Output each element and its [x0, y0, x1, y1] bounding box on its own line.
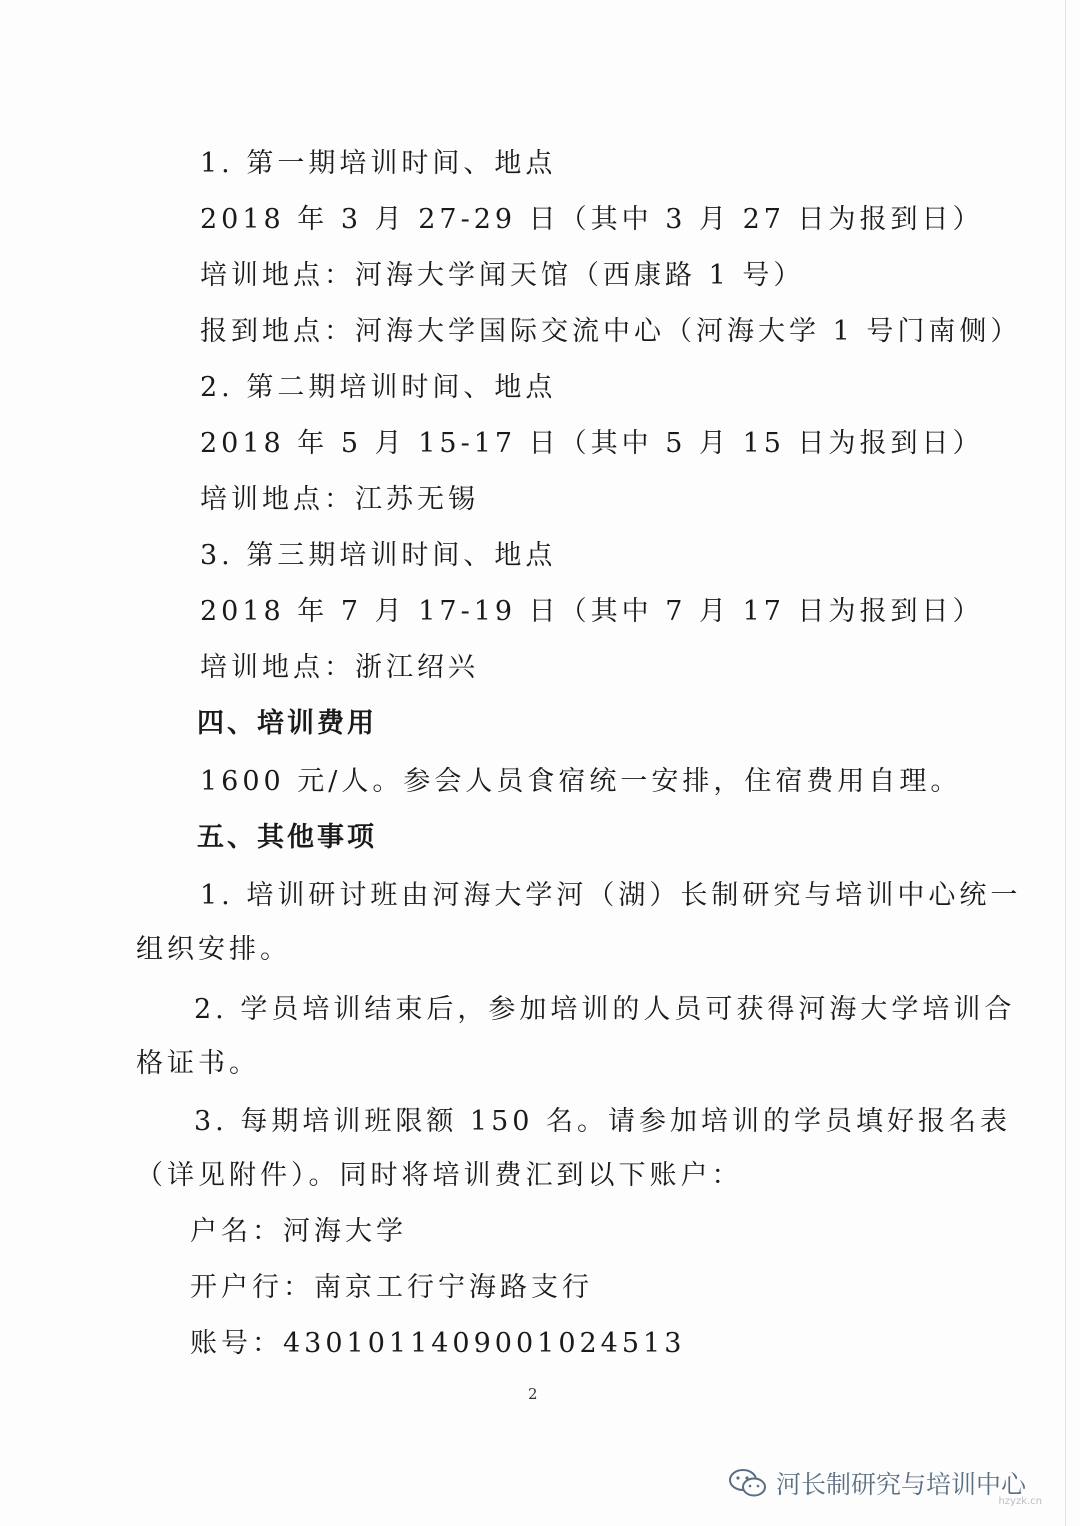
section-3-heading: 3. 第三期培训时间、地点 — [200, 540, 557, 571]
fee-text: 1600 元/人。参会人员食宿统一安排，住宿费用自理。 — [200, 766, 962, 797]
other-item-3-line-2: （详见附件）。同时将培训费汇到以下账户： — [136, 1160, 743, 1191]
section-2-heading: 2. 第二期培训时间、地点 — [200, 372, 557, 403]
watermark — [728, 1463, 1026, 1503]
account-name: 户名：河海大学 — [190, 1216, 407, 1247]
session-1-checkin: 报到地点：河海大学国际交流中心（河海大学 1 号门南侧） — [200, 316, 1022, 347]
other-item-1-line-1: 1. 培训研讨班由河海大学河（湖）长制研究与培训中心统一 — [200, 880, 1022, 911]
account-number: 账号：430101140900102451​3 — [190, 1328, 686, 1359]
session-3-dates: 2018 年 7 月 17-19 日（其中 7 月 17 日为报到日） — [200, 596, 984, 627]
other-item-2-line-1: 2. 学员培训结束后，参加培训的人员可获得河海大学培训合 — [194, 994, 1016, 1025]
section-1-heading: 1. 第一期培训时间、地点 — [200, 148, 557, 179]
fee-heading: 四、培训费用 — [197, 708, 377, 739]
other-item-1-line-2: 组织安排。 — [136, 934, 291, 965]
page-number: 2 — [528, 1385, 538, 1403]
wechat-icon — [728, 1468, 768, 1498]
watermark-text: 河长制研究与培训中心 — [776, 1470, 1027, 1499]
session-1-dates: 2018 年 3 月 27-29 日（其中 3 月 27 日为报到日） — [200, 204, 984, 235]
account-bank: 开户行：南京工行宁海路支行 — [190, 1272, 593, 1303]
session-1-venue: 培训地点：河海大学闻天馆（西康路 1 号） — [200, 260, 805, 291]
other-item-2-line-2: 格证书。 — [136, 1048, 260, 1079]
other-item-3-line-1: 3. 每期培训班限额 150 名。请参加培训的学员填好报名表 — [194, 1106, 1012, 1137]
page-edge — [1065, 0, 1066, 1526]
other-heading: 五、其他事项 — [197, 822, 377, 853]
session-3-venue: 培训地点：浙江绍兴 — [200, 652, 479, 683]
session-2-dates: 2018 年 5 月 15-17 日（其中 5 月 15 日为报到日） — [200, 428, 984, 459]
session-2-venue: 培训地点：江苏无锡 — [200, 484, 479, 515]
watermark-url: hzyzk.cn — [998, 1496, 1042, 1507]
